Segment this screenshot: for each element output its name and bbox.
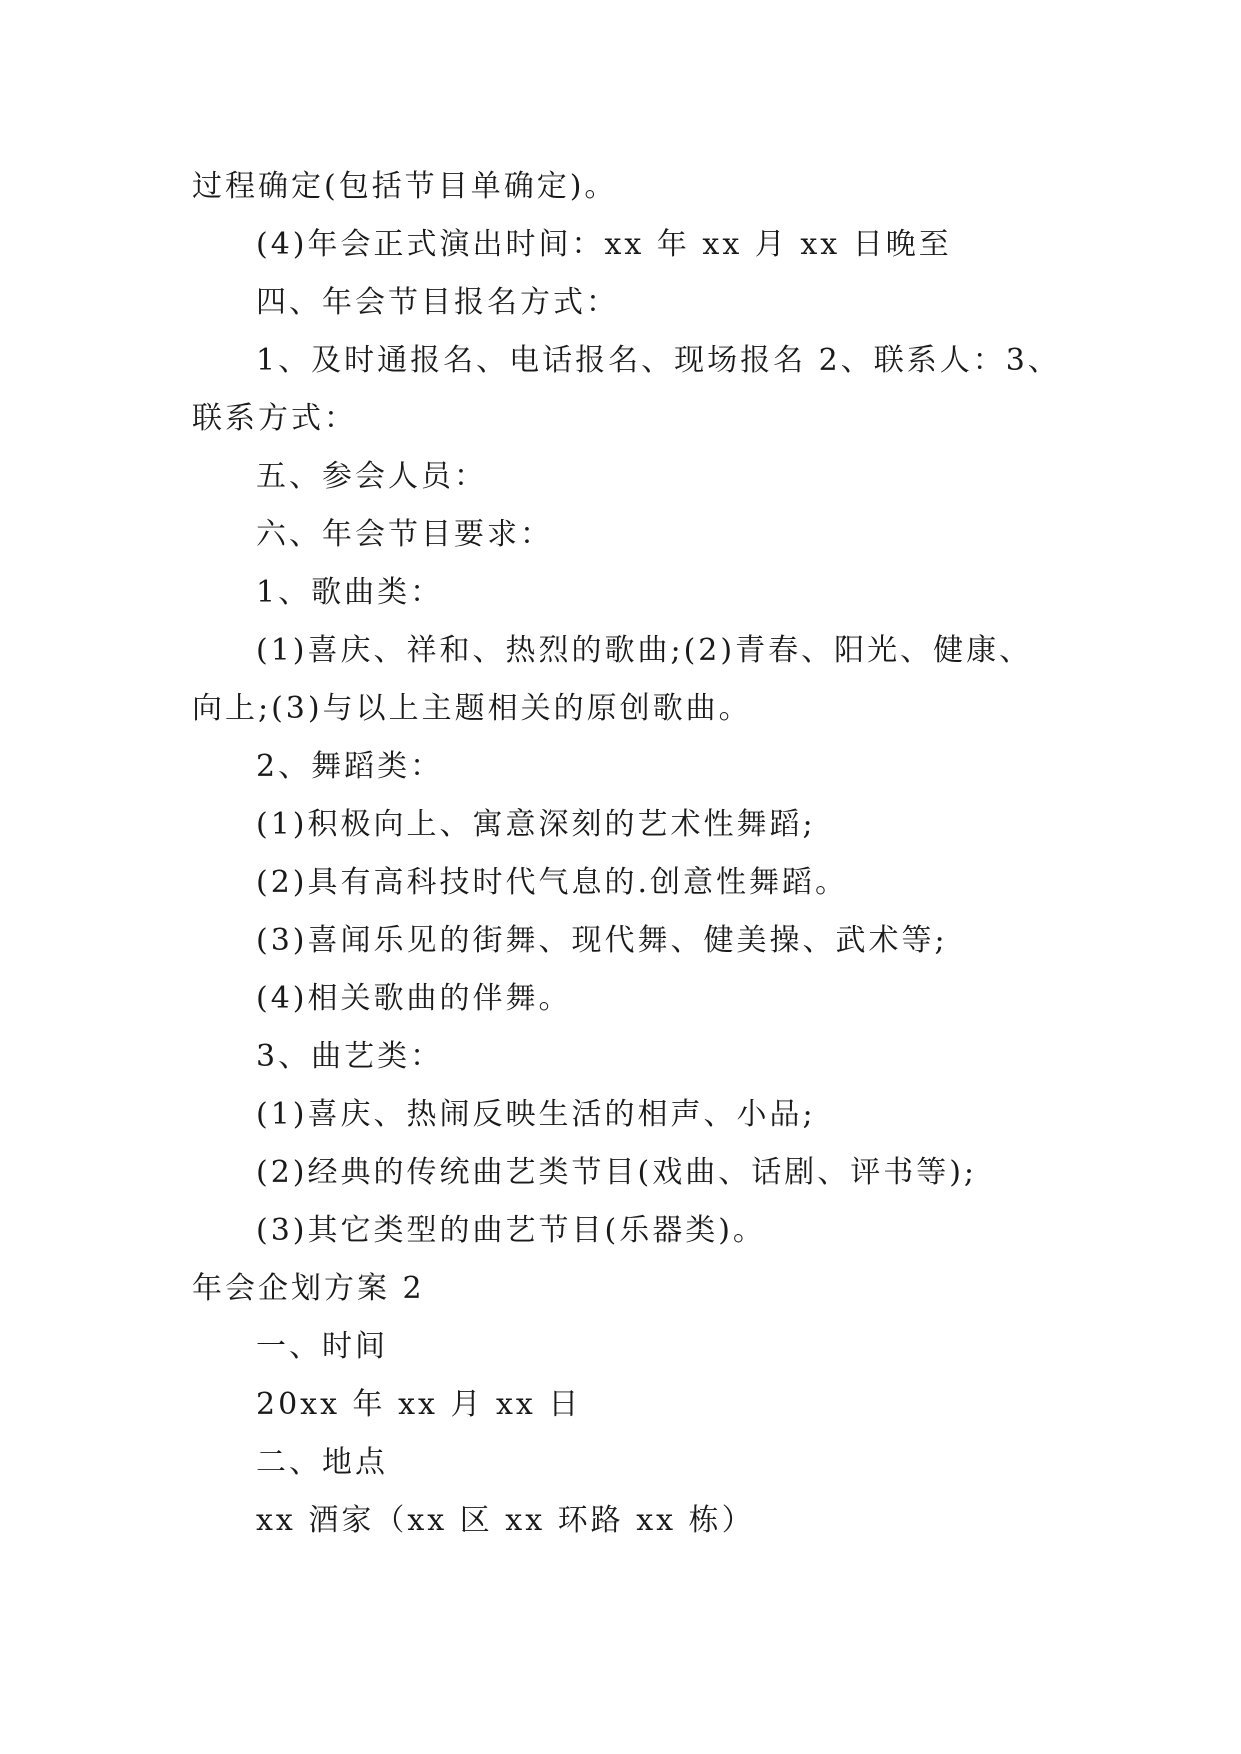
paragraph-line-13: (2)具有高科技时代气息的.创意性舞蹈。 <box>256 865 849 900</box>
subheading-songs: 1、歌曲类： <box>256 575 444 610</box>
paragraph-line-9: (1)喜庆、祥和、热烈的歌曲;(2)青春、阳光、健康、 <box>256 633 1033 668</box>
document-section-title: 年会企划方案 2 <box>192 1271 425 1306</box>
paragraph-line-4: 1、及时通报名、电话报名、现场报名 2、联系人：3、 <box>256 343 1061 378</box>
paragraph-line-5: 联系方式： <box>192 401 357 436</box>
paragraph-line-14: (3)喜闻乐见的街舞、现代舞、健美操、武术等; <box>256 923 948 958</box>
paragraph-line-15: (4)相关歌曲的伴舞。 <box>256 981 572 1016</box>
paragraph-line-2: (4)年会正式演出时间：xx 年 xx 月 xx 日晚至 <box>256 227 952 262</box>
subheading-dance: 2、舞蹈类： <box>256 749 444 784</box>
section-heading-5: 五、参会人员： <box>256 459 487 494</box>
subheading-quyi: 3、曲艺类： <box>256 1039 444 1074</box>
paragraph-line-19: (3)其它类型的曲艺节目(乐器类)。 <box>256 1213 766 1248</box>
paragraph-line-12: (1)积极向上、寓意深刻的艺术性舞蹈; <box>256 807 816 842</box>
paragraph-line-1: 过程确定(包括节目单确定)。 <box>192 169 618 204</box>
document-body <box>192 158 1061 1550</box>
paragraph-line-17: (1)喜庆、热闹反映生活的相声、小品; <box>256 1097 816 1132</box>
paragraph-line-venue: xx 酒家（xx 区 xx 环路 xx 栋） <box>256 1503 755 1538</box>
paragraph-line-10: 向上;(3)与以上主题相关的原创歌曲。 <box>192 691 752 726</box>
paragraph-line-18: (2)经典的传统曲艺类节目(戏曲、话剧、评书等); <box>256 1155 978 1190</box>
section-heading-location: 二、地点 <box>256 1445 388 1480</box>
section-heading-6: 六、年会节目要求： <box>256 517 553 552</box>
section-heading-4: 四、年会节目报名方式： <box>256 285 619 320</box>
paragraph-line-date: 20xx 年 xx 月 xx 日 <box>256 1387 582 1422</box>
section-heading-time: 一、时间 <box>256 1329 388 1364</box>
